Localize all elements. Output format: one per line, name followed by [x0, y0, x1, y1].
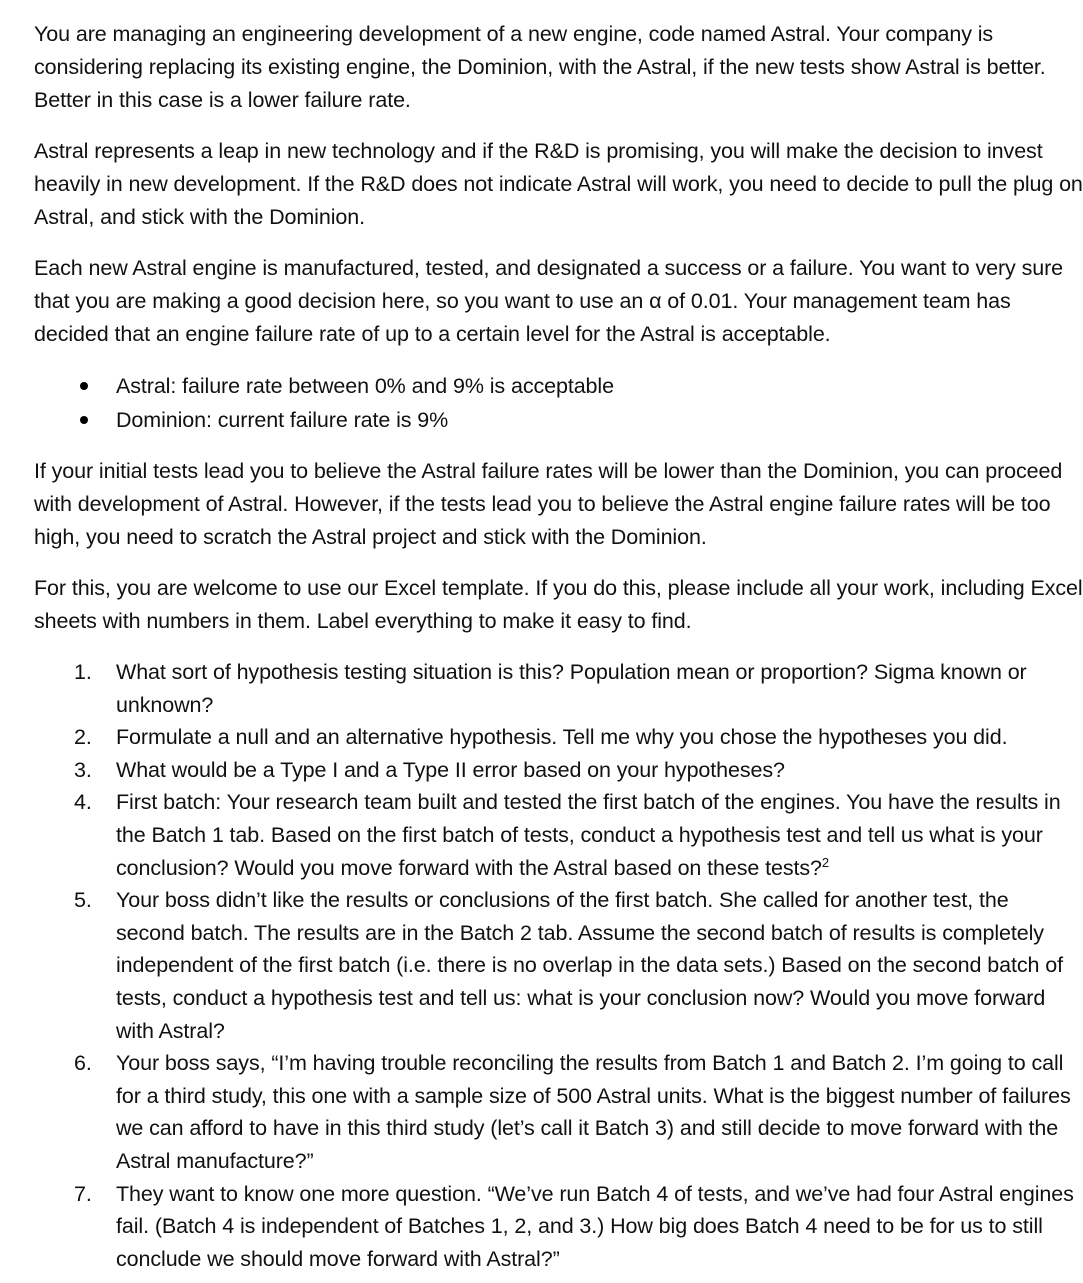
- question-number: 1.: [74, 660, 92, 684]
- question-item: [34, 1178, 1083, 1276]
- footnote-marker: 2: [821, 854, 830, 870]
- alpha-paragraph: Each new Astral engine is manufactured, tested, and designated a success or a failure. You want to very sure that you are making a good decision here, so you want to use an α of 0.01. Your management team has decided that an engine failure rate of up to a certain level for the Astral is acceptable.: [34, 256, 1063, 346]
- question-item: [34, 656, 1083, 721]
- question-item: [34, 884, 1083, 1047]
- question-text: What would be a Type I and a Type II error based on your hypotheses?: [116, 757, 785, 782]
- question-number: 4.: [74, 790, 92, 815]
- list-item: [34, 369, 1083, 403]
- question-number: 7.: [74, 1181, 92, 1206]
- bullet-icon: [80, 416, 88, 424]
- question-item: [34, 754, 1083, 787]
- list-item: [34, 403, 1083, 437]
- question-text: First batch: Your research team built and tested the first batch of the engines. You have the results in the Batch 1 tab. Based on the first batch of tests, conduct a hypothesis test and tell us what is your conclusion? Would you move forward with the Astral based on these tests?: [116, 790, 1061, 880]
- question-item: [34, 786, 1083, 884]
- question-number: 6.: [74, 1051, 92, 1076]
- bullet-icon: [80, 382, 88, 390]
- excel-paragraph: For this, you are welcome to use our Excel template. If you do this, please include all your work, including Excel sheets with numbers in them. Label everything to make it easy to find.: [34, 576, 1083, 633]
- bullet-text: Dominion: current failure rate is 9%: [116, 408, 449, 432]
- question-number: 3.: [74, 757, 92, 782]
- intro-paragraph: You are managing an engineering development of a new engine, code named Astral. Your company is considering replacing its existing engine, the Dominion, with the Astral, if the new tests show Astral is better. Better in this case is a lower failure rate.: [34, 22, 1046, 112]
- question-text: Your boss didn’t like the results or conclusions of the first batch. She called for another test, the second batch. The results are in the Batch 2 tab. Assume the second batch of results is completely independent of the first batch (i.e. there is no overlap in the data sets.) Based on the second batch of tests, conduct a hypothesis test and tell us: what is your conclusion now? Would you move forward with Astral?: [116, 888, 1063, 1043]
- question-item: [34, 721, 1083, 754]
- document-page: [34, 18, 1083, 1275]
- question-number: 2.: [74, 725, 92, 750]
- decision-paragraph: If your initial tests lead you to believe the Astral failure rates will be lower than the Dominion, you can proceed with development of Astral. However, if the tests lead you to believe the Astral engine failure rates will be too high, you need to scratch the Astral project and stick with the Dominion.: [34, 459, 1063, 549]
- question-list: [34, 656, 1083, 1275]
- failure-rate-list: [34, 369, 1083, 437]
- question-text: Formulate a null and an alternative hypothesis. Tell me why you chose the hypotheses you did.: [116, 725, 1008, 750]
- question-text: They want to know one more question. “We’ve run Batch 4 of tests, and we’ve had four Astral engines fail. (Batch 4 is independent of Batches 1, 2, and 3.) How big does Batch 4 need to be for us to still conclude we should move forward with Astral?”: [116, 1181, 1074, 1271]
- question-item: [34, 1047, 1083, 1177]
- bullet-text: Astral: failure rate between 0% and 9% is acceptable: [116, 374, 614, 398]
- question-text: What sort of hypothesis testing situation is this? Population mean or proportion? Sigma known or unknown?: [116, 660, 1027, 717]
- rnd-paragraph: Astral represents a leap in new technology and if the R&D is promising, you will make the decision to invest heavily in new development. If the R&D does not indicate Astral will work, you need to decide to pull the plug on Astral, and stick with the Dominion.: [34, 139, 1083, 229]
- question-text: Your boss says, “I’m having trouble reconciling the results from Batch 1 and Batch 2. I’m going to call for a third study, this one with a sample size of 500 Astral units. What is the biggest number of failures we can afford to have in this third study (let’s call it Batch 3) and still decide to move forward with the Astral manufacture?”: [116, 1051, 1071, 1173]
- question-number: 5.: [74, 888, 92, 913]
